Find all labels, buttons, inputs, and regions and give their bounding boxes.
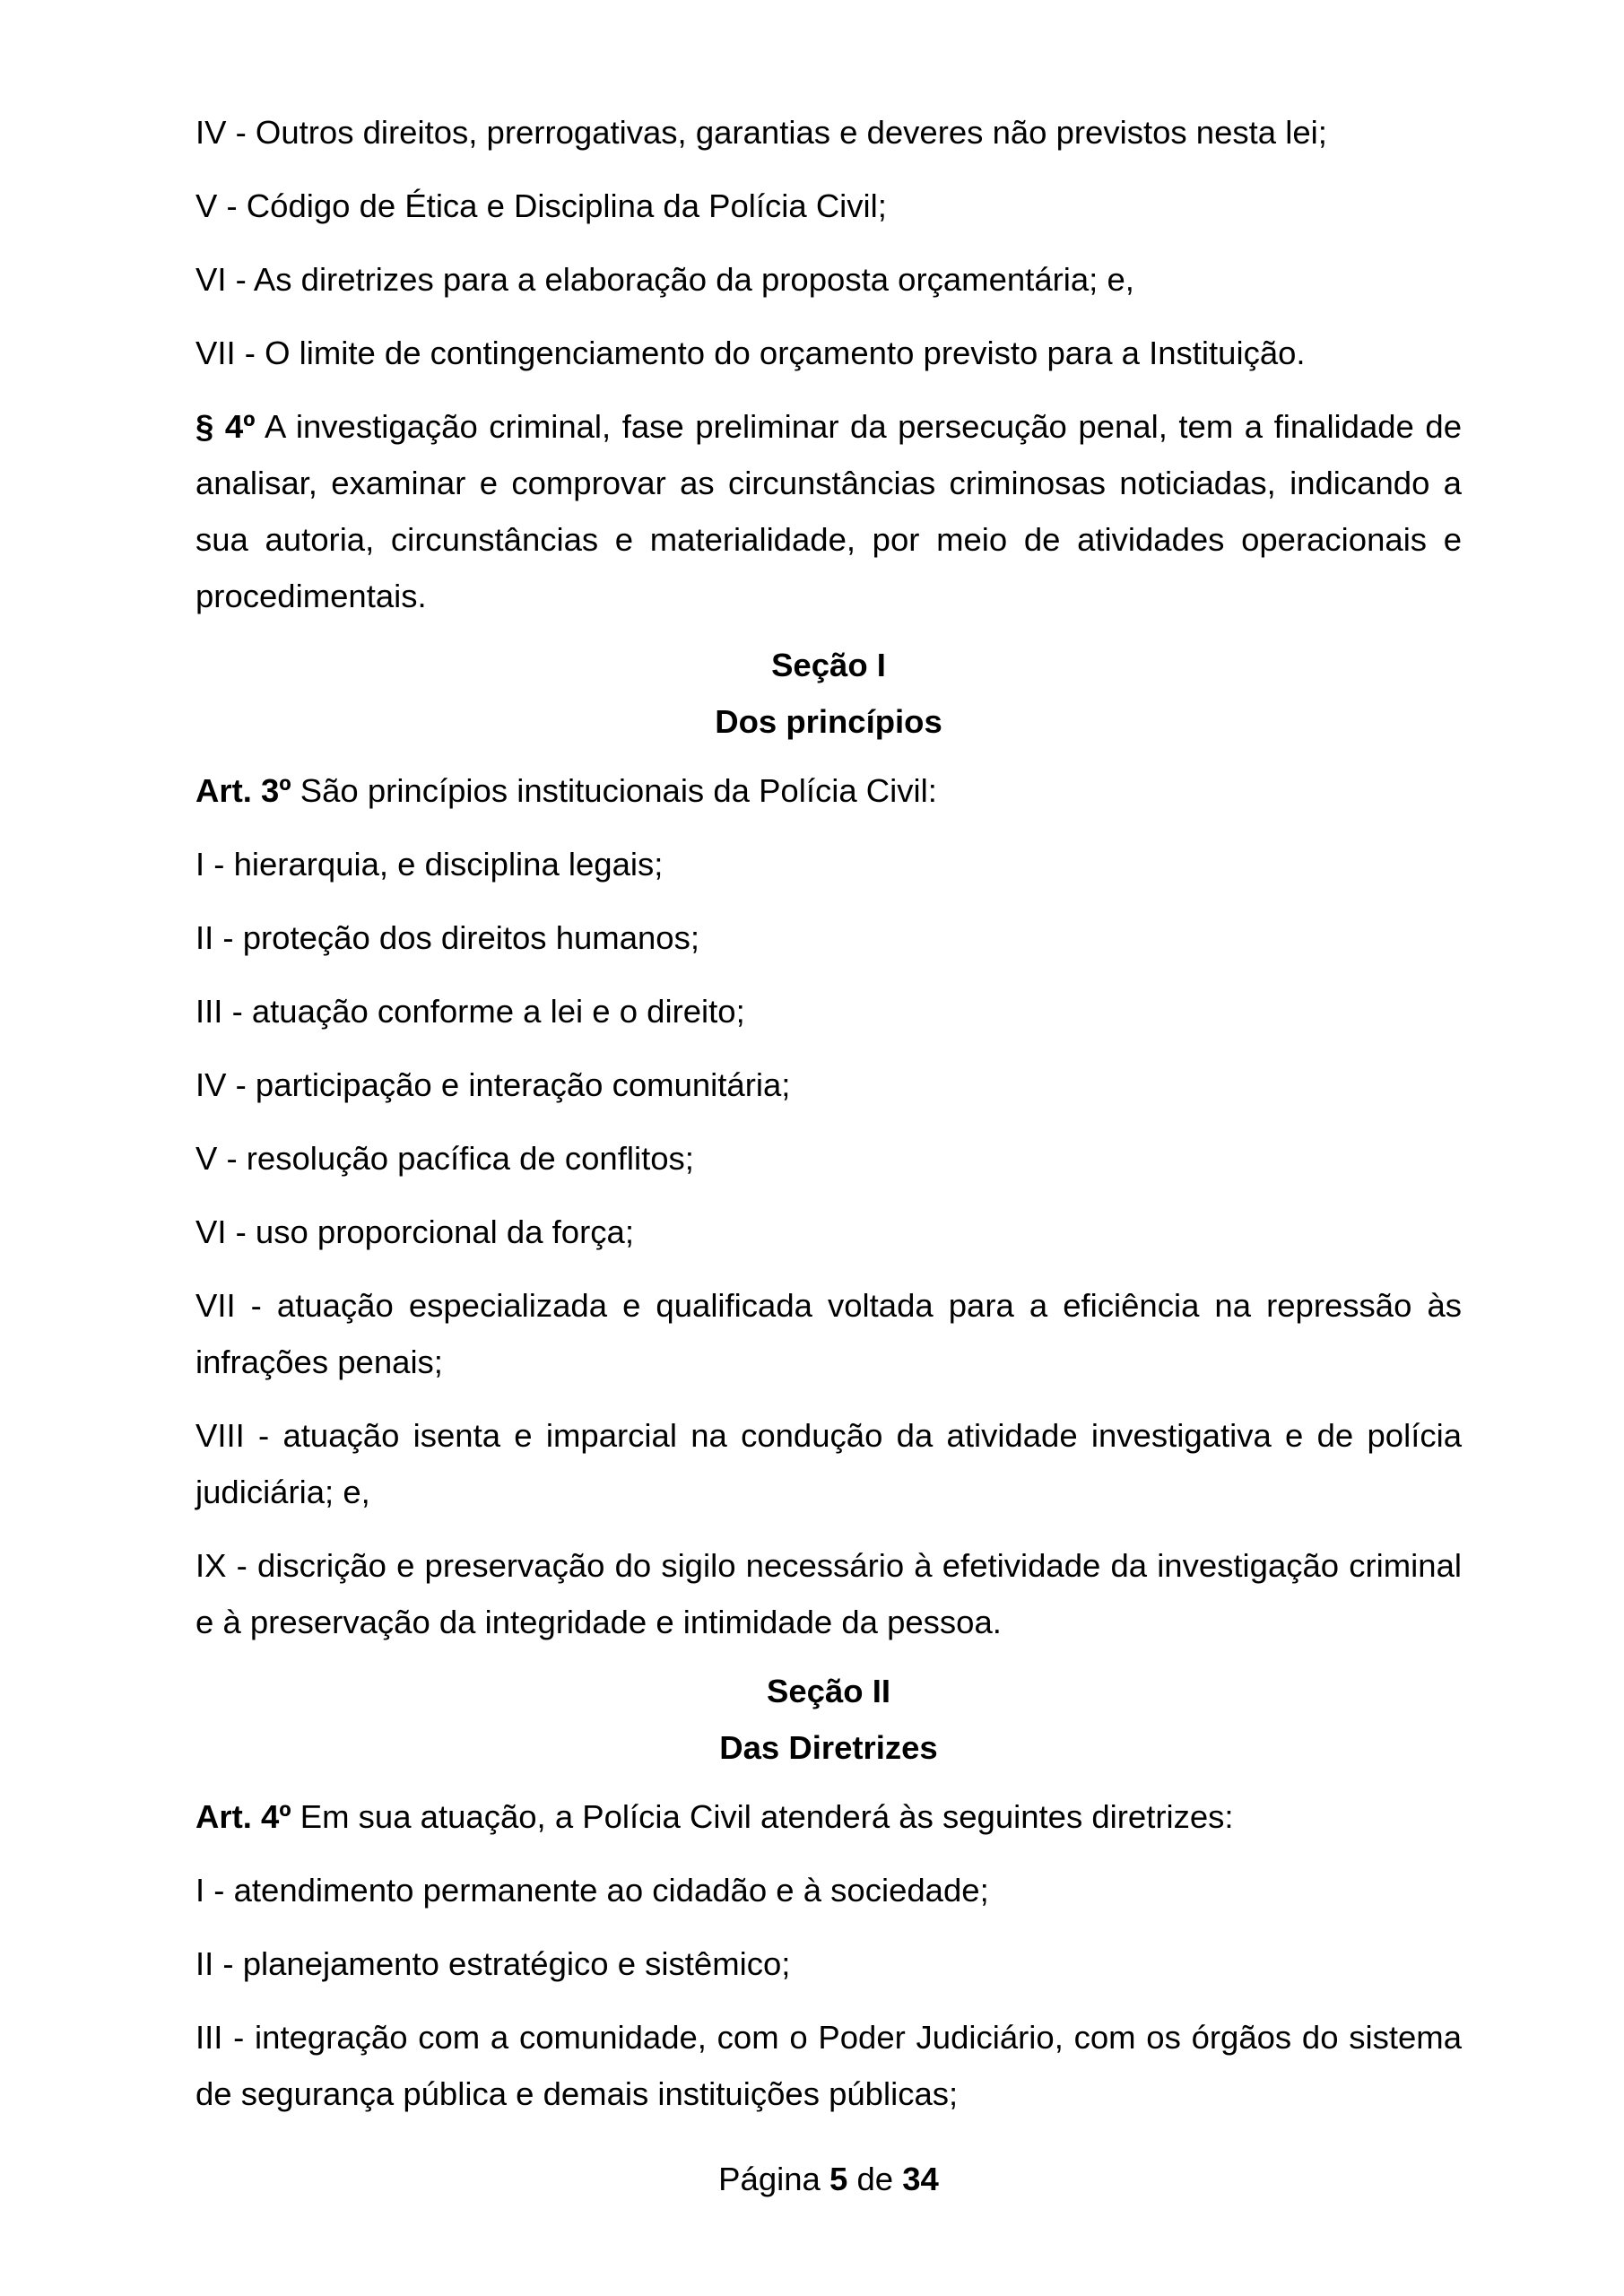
list-item: IV - Outros direitos, prerrogativas, garantias e deveres não previstos nesta lei; [195, 114, 1327, 151]
heading-line: Das Diretrizes [719, 1729, 938, 1766]
heading-line: Seção II [767, 1673, 890, 1709]
paragraph: § 4º A investigação criminal, fase preliminar da persecução penal, tem a finalidade de analisar, examinar e comprovar as circunstâncias criminosas noticiadas, indicando a sua autoria, circunstâncias e materialidade, por meio de atividades operacionais e procedimentais. [195, 408, 1462, 614]
footer-page-separator: de [856, 2161, 894, 2197]
footer-total-pages: 34 [902, 2161, 939, 2197]
paragraph: Art. 4º Em sua atuação, a Polícia Civil atenderá às seguintes diretrizes: [195, 1798, 1234, 1835]
list-item: VIII - atuação isenta e imparcial na condução da atividade investigativa e de polícia judiciária; e, [195, 1417, 1462, 1510]
footer-page-number: 5 [829, 2161, 848, 2197]
list-item: V - resolução pacífica de conflitos; [195, 1140, 694, 1177]
list-item: IV - participação e interação comunitária; [195, 1066, 791, 1103]
heading-line: Seção I [771, 647, 886, 683]
list-item: IX - discrição e preservação do sigilo necessário à efetividade da investigação criminal e à preservação da integridade e intimidade da pessoa. [195, 1547, 1462, 1640]
paragraph: Art. 3º São princípios institucionais da Polícia Civil: [195, 772, 937, 809]
list-item: III - atuação conforme a lei e o direito; [195, 993, 745, 1030]
list-item: III - integração com a comunidade, com o Poder Judiciário, com os órgãos do sistema de segurança pública e demais instituições públicas; [195, 2019, 1462, 2112]
list-item: V - Código de Ética e Disciplina da Polícia Civil; [195, 187, 887, 224]
article-label: § 4º [195, 408, 256, 445]
page-footer [195, 2151, 1462, 2207]
list-item: II - planejamento estratégico e sistêmico; [195, 1945, 791, 1982]
list-item: VII - O limite de contingenciamento do orçamento previsto para a Instituição. [195, 335, 1306, 371]
document-body [195, 104, 1462, 2139]
article-label: Art. 4º [195, 1798, 291, 1835]
section-heading [195, 637, 1462, 750]
list-item: VII - atuação especializada e qualificada voltada para a eficiência na repressão às infrações penais; [195, 1287, 1462, 1380]
list-item: VI - As diretrizes para a elaboração da proposta orçamentária; e, [195, 261, 1134, 298]
list-item: I - hierarquia, e disciplina legais; [195, 846, 664, 883]
article-label: Art. 3º [195, 772, 291, 809]
list-item: II - proteção dos direitos humanos; [195, 919, 699, 956]
heading-line: Dos princípios [715, 703, 942, 740]
list-item: VI - uso proporcional da força; [195, 1213, 634, 1250]
footer-page-label: Página [718, 2161, 821, 2197]
section-heading [195, 1663, 1462, 1776]
list-item: I - atendimento permanente ao cidadão e à sociedade; [195, 1872, 989, 1909]
